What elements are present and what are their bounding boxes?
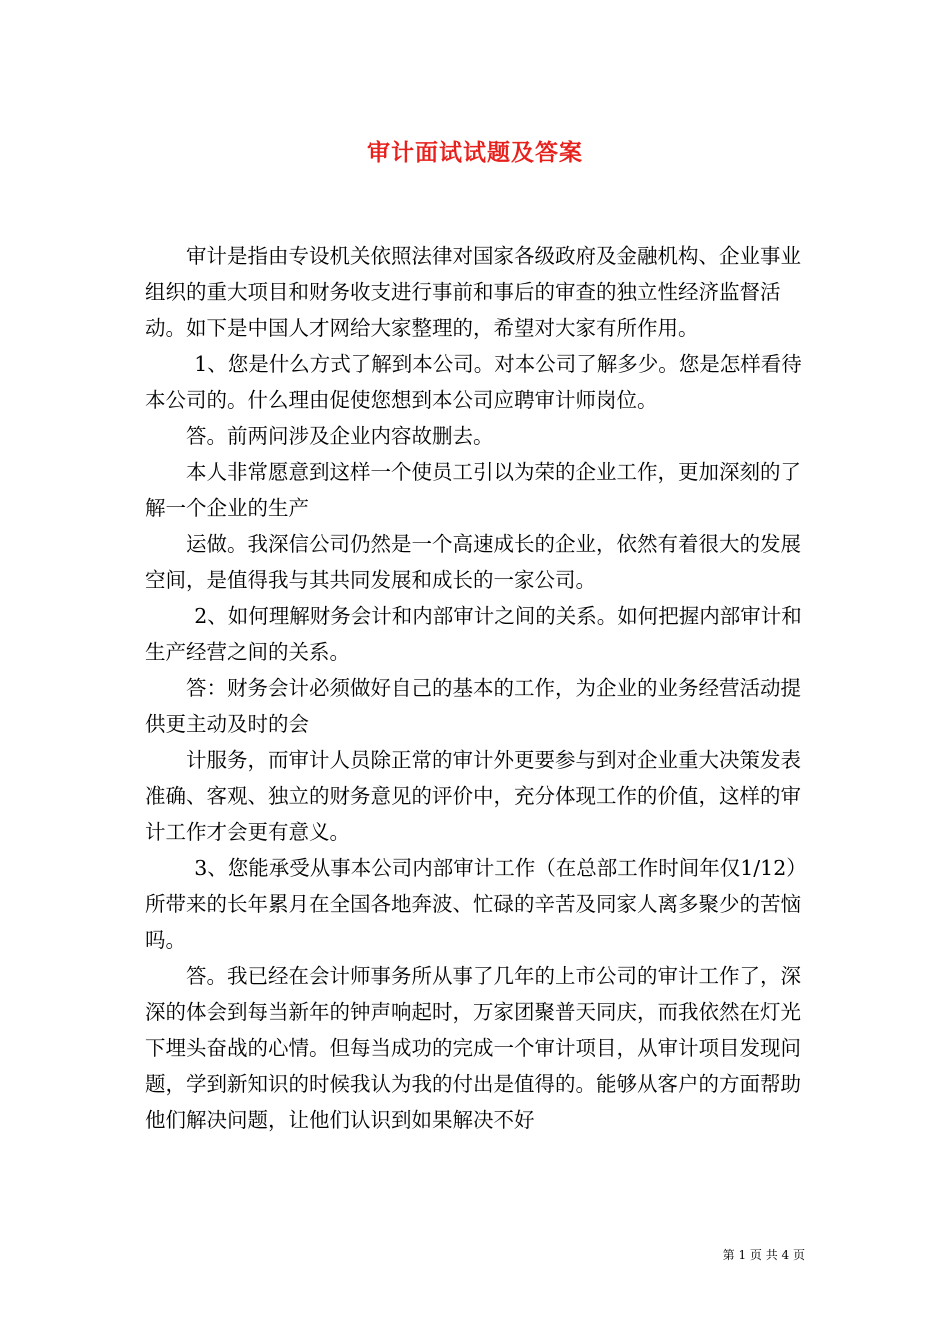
paragraph-answer-1b: 本人非常愿意到这样一个使员工引以为荣的企业工作，更加深刻的了解一个企业的生产 (145, 460, 801, 520)
paragraph-answer-1a: 答。前两问涉及企业内容故删去。 (186, 424, 494, 448)
paragraph-question-1: 1、您是什么方式了解到本公司。对本公司了解多少。您是怎样看待本公司的。什么理由促使您想到本公司应聘审计师岗位。 (145, 352, 802, 412)
document-body (145, 238, 809, 1138)
page-number-footer: 第 1 页 共 4 页 (722, 1248, 805, 1262)
paragraph-answer-2b: 计服务，而审计人员除正常的审计外更要参与到对企业重大决策发表准确、客观、独立的财务意见的评价中，充分体现工作的价值，这样的审计工作才会更有意义。 (145, 748, 801, 844)
document-title: 审计面试试题及答案 (367, 139, 583, 166)
paragraph-answer-1c: 运做。我深信公司仍然是一个高速成长的企业，依然有着很大的发展空间，是值得我与其共同发展和成长的一家公司。 (145, 532, 801, 592)
paragraph-question-2: 2、如何理解财务会计和内部审计之间的关系。如何把握内部审计和生产经营之间的关系。 (145, 604, 802, 664)
paragraph-question-3: 3、您能承受从事本公司内部审计工作（在总部工作时间年仅1/12）所带来的长年累月在全国各地奔波、忙碌的辛苦及同家人离多聚少的苦恼吗。 (145, 856, 807, 952)
paragraph-answer-2a: 答：财务会计必须做好自己的基本的工作，为企业的业务经营活动提供更主动及时的会 (145, 676, 801, 736)
paragraph-answer-3: 答。我已经在会计师事务所从事了几年的上市公司的审计工作了，深深的体会到每当新年的钟声响起时，万家团聚普天同庆，而我依然在灯光下埋头奋战的心情。但每当成功的完成一个审计项目，从审计项目发现问题，学到新知识的时候我认为我的付出是值得的。能够从客户的方面帮助他们解决问题，让他们认识到如果解决不好 (145, 964, 801, 1132)
paragraph-intro: 审计是指由专设机关依照法律对国家各级政府及金融机构、企业事业组织的重大项目和财务收支进行事前和事后的审查的独立性经济监督活动。如下是中国人才网给大家整理的，希望对大家有所作用。 (145, 244, 801, 340)
